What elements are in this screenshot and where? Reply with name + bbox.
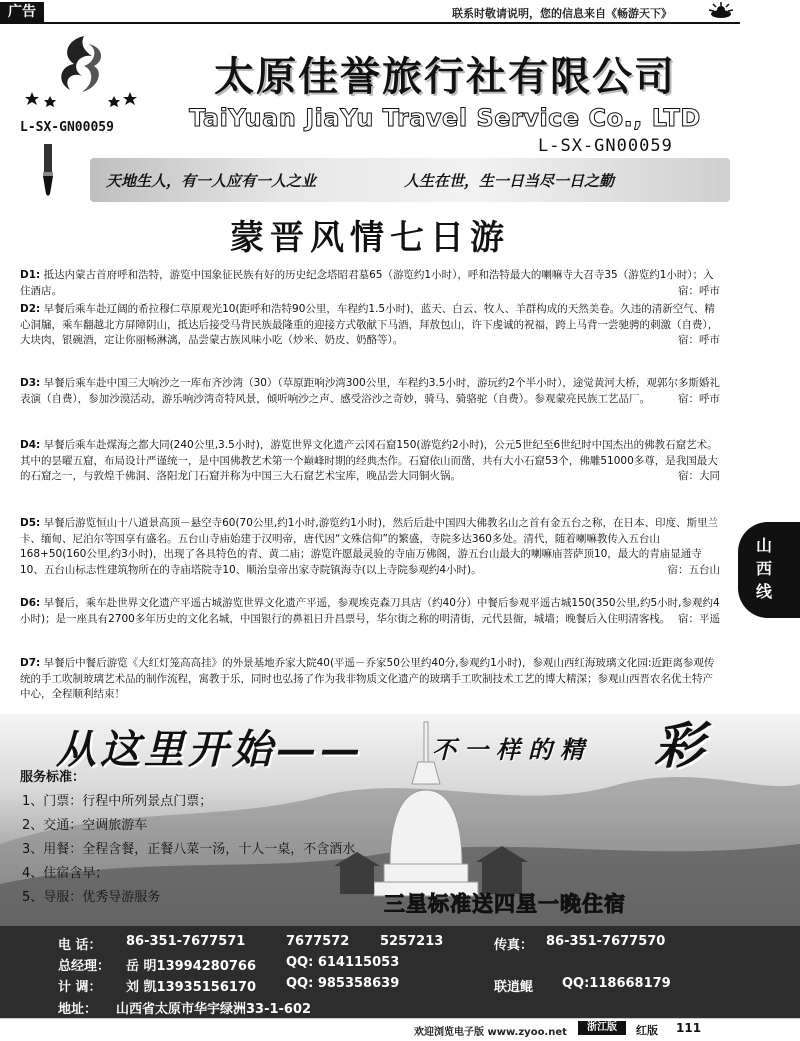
day-label: D6: bbox=[20, 597, 41, 609]
section-label: 红版 bbox=[636, 1024, 658, 1037]
phone-label: 电 话： bbox=[58, 938, 102, 953]
address-label: 地址： bbox=[58, 1002, 98, 1017]
promo-banner: 三星标准送四星一晚住宿 bbox=[384, 892, 626, 916]
itinerary-day-6 bbox=[20, 596, 720, 627]
itinerary-day-7 bbox=[20, 656, 720, 703]
company-name-en: TaiYuan JiaYu Travel Service Co., LTD bbox=[189, 104, 701, 132]
service-standard-item: 1、门票：行程中所列景点门票； bbox=[22, 794, 213, 809]
tour-title: 蒙晋风情七日游 bbox=[230, 218, 510, 258]
coordinator-contact: 刘 凯13935156170 bbox=[126, 980, 257, 995]
itinerary-day-2 bbox=[20, 302, 720, 349]
phone-number-3: 5257213 bbox=[380, 934, 444, 949]
motto-left: 天地生人，有一人应有一人之业 bbox=[106, 172, 317, 190]
coordinator-qq: QQ: 985358639 bbox=[286, 976, 400, 991]
company-name-cn: 太原佳誉旅行社有限公司 bbox=[214, 54, 676, 100]
coordinator-label: 计 调： bbox=[58, 980, 102, 995]
license-number-right: L-SX-GN00059 bbox=[538, 136, 673, 156]
day-stay: 宿：呼市 bbox=[672, 284, 720, 300]
service-standard-item: 5、导服：优秀导游服务 bbox=[22, 890, 161, 905]
day-text: 早餐后中餐后游览《大红灯笼高高挂》的外景基地乔家大院40(平遥－乔家50公里约40分,参观约1小时)，参观山西红海玻璃文化园:近距离参观传统的手工吹制玻璃艺术品的制作流程，寓教于乐，同时也弘扬了作为我非物质文化遗产的玻璃手工吹制技术工艺的博大精深；参观山西晋农名优土特产中心，全程顺利结束！ bbox=[20, 657, 715, 700]
day-label: D7: bbox=[20, 657, 41, 669]
day-text: 早餐后乘车赴中国三大响沙之一库布齐沙湾（30）（草原距响沙湾300公里，车程约3.5小时，游玩约2个半小时），途觉黄河大桥，观郭尔多斯婚礼表演（自费），参加沙漠活动，游乐响沙湾奇特风景，倾听响沙之声、感受浴沙之奇妙，骑马、骑骆驼（自费）。参观蒙亮民族工艺品厂。 bbox=[20, 377, 720, 405]
top-slogan: 联系时敬请说明，您的信息来自《畅游天下》 bbox=[452, 7, 672, 20]
day-label: D4: bbox=[20, 439, 41, 451]
license-number: L-SX-GN00059 bbox=[20, 120, 114, 135]
brush-icon bbox=[34, 144, 62, 196]
slogan-highlight: 彩 bbox=[654, 716, 704, 775]
service-standards-title: 服务标准： bbox=[20, 770, 86, 785]
itinerary-day-3 bbox=[20, 376, 720, 407]
motto-right: 人生在世，生一日当尽一日之勤 bbox=[404, 172, 615, 190]
manager-qq: QQ: 614115053 bbox=[286, 955, 400, 970]
ad-label: 广告 bbox=[0, 2, 44, 22]
itinerary-day-1 bbox=[20, 268, 720, 299]
fax-number: 86-351-7677570 bbox=[546, 934, 666, 949]
page-number: 111 bbox=[676, 1021, 702, 1035]
day-stay: 宿：平遥 bbox=[672, 612, 720, 628]
day-label: D3: bbox=[20, 377, 41, 389]
slogan-start: 从这里开始—— bbox=[56, 726, 364, 773]
manager-contact: 岳 明13994280766 bbox=[126, 959, 257, 974]
liaison-qq: QQ:118668179 bbox=[562, 976, 671, 991]
phone-number: 86-351-7677571 bbox=[126, 934, 246, 949]
day-text: 早餐后游览恒山十八道景高顶－悬空寺60(70公里,约1小时,游览约1小时)，然后后赴中国四大佛教名山之首有金五台之称，在日本、印度、斯里兰卡、缅甸、尼泊尔等国享有盛名。五台山寺庙始建于汉明帝，唐代因“文殊信仰”的繁盛，寺院多达360多处。清代，随着喇嘛教传入五台山168+50(160公里,约3小时)，出现了各具特色的青、黄二庙；游览许愿最灵验的寺庙万佛阁，游五台山最大的喇嘛庙菩萨顶10，最大的青庙显通寺10、五台山标志性建筑物所在的寺庙塔院寺10、顺治皇帝出家寺院镇海寺(以上寺院参观约4小时)。 bbox=[20, 517, 719, 576]
service-standard-item: 2、交通：空调旅游车 bbox=[22, 818, 148, 833]
contact-panel bbox=[0, 926, 800, 1018]
address: 山西省太原市华宇绿洲33-1-602 bbox=[116, 1002, 312, 1017]
company-logo-icon bbox=[22, 30, 140, 110]
region-tab-label: 山西线 bbox=[755, 536, 772, 601]
edition-badge: 浙江版 bbox=[578, 1021, 626, 1035]
manager-label: 总经理： bbox=[58, 959, 111, 974]
sun-emblem-icon bbox=[706, 2, 736, 20]
day-stay: 宿：呼市 bbox=[672, 333, 720, 349]
slogan-different: 不一样的精 bbox=[432, 735, 592, 764]
service-standard-item: 4、住宿含早； bbox=[22, 866, 109, 881]
day-stay: 宿：呼市 bbox=[672, 392, 720, 408]
day-label: D2: bbox=[20, 303, 41, 315]
day-text: 早餐后乘车赴辽阔的希拉穆仁草原观光10(距呼和浩特90公里，车程约1.5小时)，蓝天、白云、牧人、羊群构成的天然美卷。久违的清新空气、精心洞牖，乘车翻越北方屏障阴山，抵达后接受马背民族最隆重的迎接方式敬献下马酒，拜敖包山，许下虔诚的祝福，跨上马背一尝驰骋的刺激（自费），大块肉，银碗酒，定让你丽畅淋漓，品尝蒙古族风味小吃（炒米、奶皮、奶酪等）。 bbox=[20, 303, 719, 346]
day-text: 抵达内蒙古首府呼和浩特，游览中国象征民族有好的历史纪念塔昭君墓65（游览约1小时），呼和浩特最大的喇嘛寺大召寺35（游览约1小时）；入住酒店。 bbox=[20, 269, 714, 297]
footer-website: 欢迎浏览电子版 www.zyoo.net bbox=[414, 1027, 567, 1038]
service-standard-item: 3、用餐：全程含餐，正餐八菜一汤，十人一桌，不含酒水 bbox=[22, 842, 356, 857]
day-stay: 宿：五台山 bbox=[662, 563, 721, 579]
top-divider bbox=[0, 22, 740, 24]
itinerary-day-5 bbox=[20, 516, 720, 578]
liaison-label: 联逍鲲 bbox=[494, 980, 534, 995]
day-text: 早餐后乘车赴煤海之都大同(240公里,3.5小时)，游览世界文化遗产云冈石窟150(游览约2小时)，公元5世纪至6世纪时中国杰出的佛教石窟艺术。其中的昙曜五窟，布局设计严谨统一，是中国佛教艺术第一个巅峰时期的经典杰作。石窟依山而凿，共有大小石窟53个，佛雕51000多尊，是我国最大的石窟之一，与敦煌千佛洞、洛阳龙门石窟并称为中国三大石窟艺术宝库，晚品尝大同铜火锅。 bbox=[20, 439, 718, 482]
itinerary-day-4 bbox=[20, 438, 720, 485]
day-stay: 宿：大同 bbox=[672, 469, 720, 485]
fax-label: 传真： bbox=[494, 938, 534, 953]
phone-number-2: 7677572 bbox=[286, 934, 350, 949]
day-label: D1: bbox=[20, 269, 41, 281]
day-text: 早餐后，乘车赴世界文化遗产平遥古城游览世界文化遗产平遥，参观埃克森刀具店（约40分）中餐后参观平遥古城150(350公里,约5小时,参观约4小时)；是一座具有2700多年历史的文化名城，中国银行的鼻祖日升昌票号，华尔街之称的明清街，元代县衙，城墙；晚餐后入住明清客栈。 bbox=[20, 597, 720, 625]
day-label: D5: bbox=[20, 517, 41, 529]
